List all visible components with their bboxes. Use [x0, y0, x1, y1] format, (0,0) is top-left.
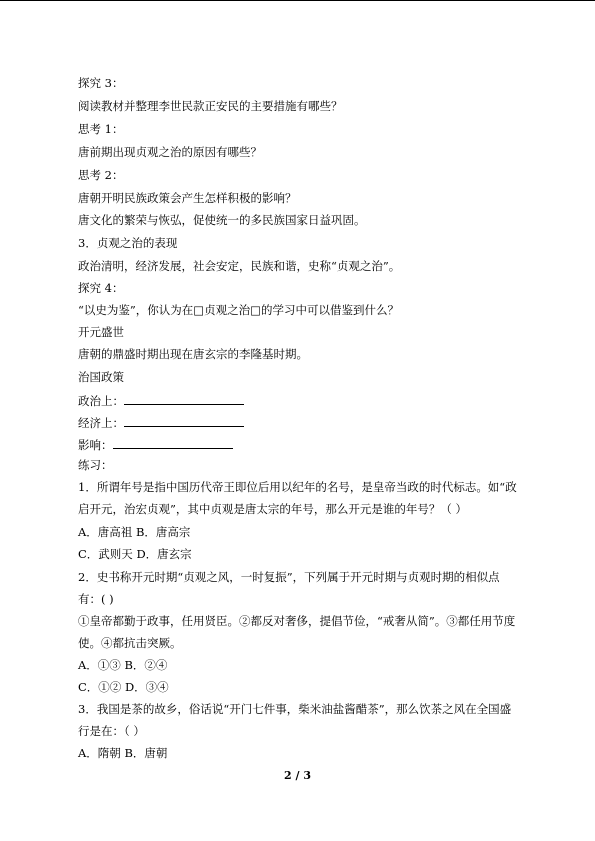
text-line: 政治清明，经济发展，社会安定，民族和谐，史称“贞观之治”。 — [78, 259, 401, 273]
text-line: “以史为鉴”，你认为在□贞观之治□的学习中可以借鉴到什么？ — [78, 303, 399, 317]
question-text: 行是在：（ ） — [78, 724, 145, 738]
question-text: 3．我国是茶的故乡，俗话说“开门七件事，柴米油盐酱醋茶”，那么饮茶之风在全国盛 — [78, 702, 512, 716]
answer-options: A．唐高祖 B．唐高宗 — [78, 525, 191, 539]
answer-blank[interactable] — [124, 414, 244, 427]
question-text: 1．所谓年号是指中国历代帝王即位后用以纪年的名号，是皇帝当政的时代标志。如“政 — [78, 480, 517, 494]
page-number: 2 / 3 — [284, 769, 311, 782]
section-heading: 开元盛世 — [78, 325, 124, 339]
text-line: 唐前期出现贞观之治的原因有哪些？ — [78, 145, 262, 159]
section-heading: 3．贞观之治的表现 — [78, 236, 178, 250]
text-line: 唐朝开明民族政策会产生怎样积极的影响？ — [78, 191, 297, 205]
text-line: 唐文化的繁荣与恢弘，促使统一的多民族国家日益巩固。 — [78, 213, 366, 227]
question-text: 2．史书称开元时期“贞观之风，一时复振”，下列属于开元时期与贞观时期的相似点 — [78, 570, 500, 584]
section-heading: 探究 4： — [78, 281, 124, 295]
fill-in-influence: 影响： — [78, 436, 548, 452]
section-heading: 思考 2： — [78, 168, 124, 182]
fill-in-politics: 政治上： — [78, 392, 548, 408]
answer-blank[interactable] — [124, 392, 244, 405]
answer-blank[interactable] — [113, 436, 233, 449]
section-heading: 思考 1： — [78, 122, 124, 136]
text-line: 唐朝的鼎盛时期出现在唐玄宗的李隆基时期。 — [78, 347, 308, 361]
answer-options: A．隋朝 B．唐朝 — [78, 746, 168, 760]
section-heading: 练习： — [78, 458, 113, 472]
question-text: 有：( ) — [78, 592, 114, 606]
section-heading: 探究 3： — [78, 76, 124, 90]
answer-options: C．①② D．③④ — [78, 680, 169, 694]
section-heading: 治国政策 — [78, 370, 124, 384]
question-text: 启开元，治宏贞观”，其中贞观是唐太宗的年号，那么开元是谁的年号？（ ） — [78, 502, 468, 516]
fill-in-economy: 经济上： — [78, 414, 548, 430]
answer-options: C．武则天 D．唐玄宗 — [78, 547, 192, 561]
question-text: 使。④都抗击突厥。 — [78, 636, 182, 650]
text-line: 阅读教材并整理李世民款正安民的主要措施有哪些？ — [78, 99, 343, 113]
question-text: ①皇帝都勤于政事，任用贤臣。②都反对奢侈，提倡节俭，“戒奢从简”。③都任用节度 — [78, 614, 516, 628]
answer-options: A．①③ B．②④ — [78, 658, 168, 672]
